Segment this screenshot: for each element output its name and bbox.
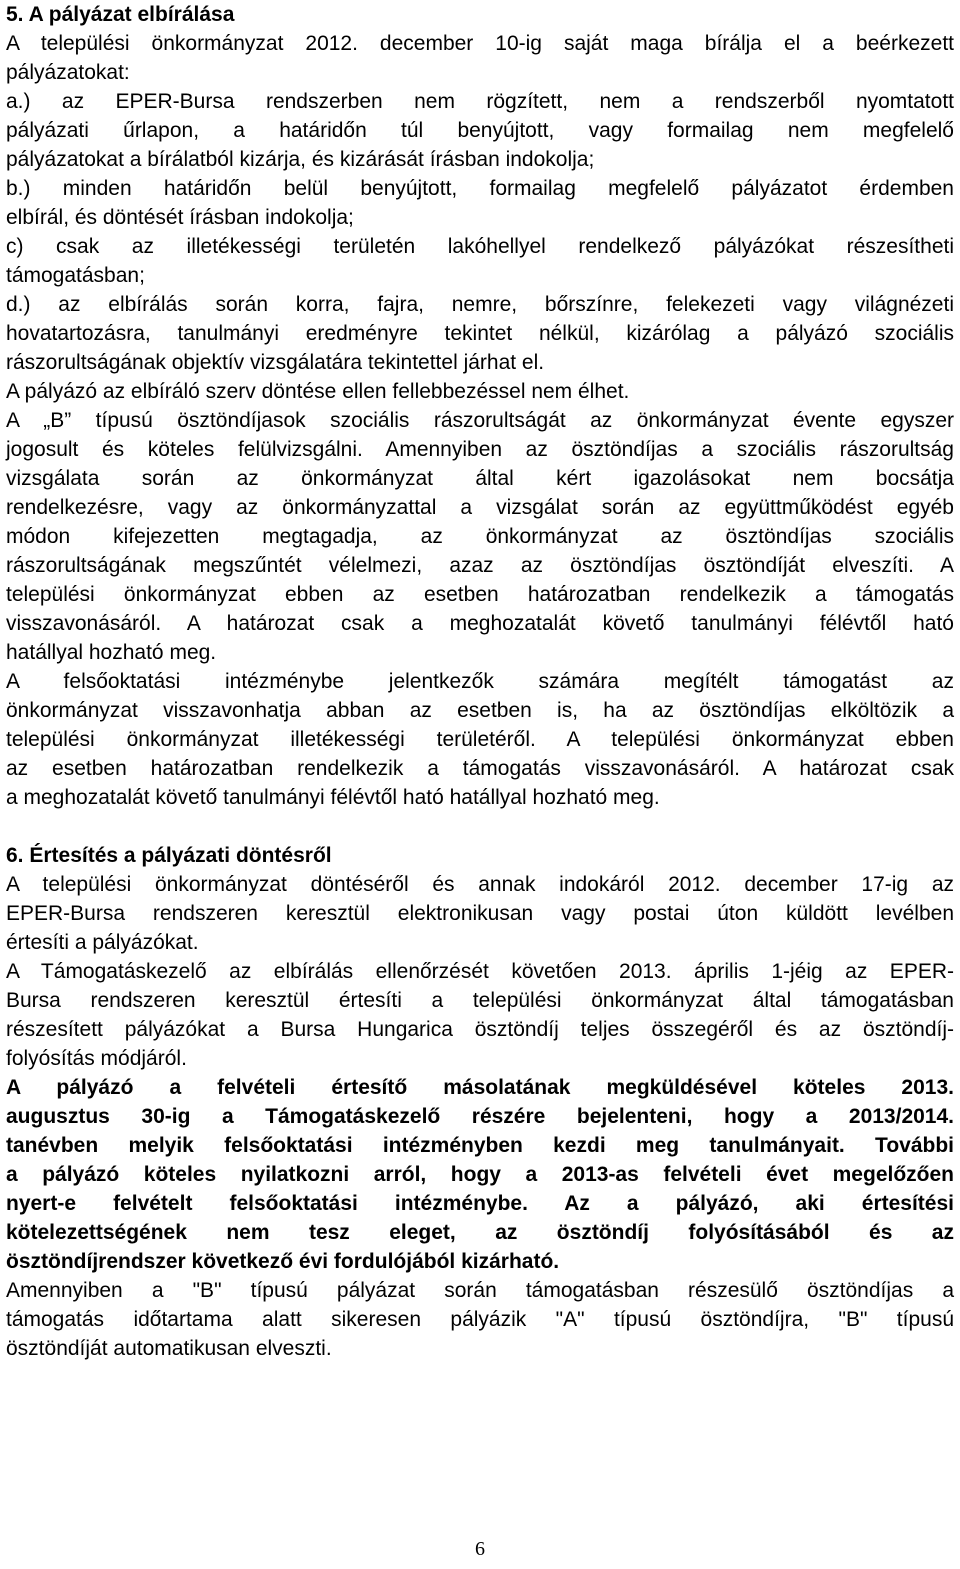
paragraph-line: rendelkezésre, vagy az önkormányzattal a vizsgálat során az együttműködést egyéb xyxy=(6,496,954,519)
paragraph-line: visszavonásáról. A határozat csak a meghozatalát követő tanulmányi félévtől ható xyxy=(6,612,954,635)
page-number: 6 xyxy=(475,1538,485,1560)
paragraph-line: A Támogatáskezelő az elbírálás ellenőrzését követően 2013. április 1-jéig az EPER- xyxy=(6,960,954,983)
paragraph-line: vizsgálata során az önkormányzat által kért igazolásokat nem bocsátja xyxy=(6,467,954,490)
bold-paragraph-line: kötelezettségének nem tesz eleget, az ösztöndíj folyósításából és az xyxy=(6,1221,954,1244)
paragraph-line: jogosult és köteles felülvizsgálni. Amennyiben az ösztöndíjas a szociális rászorultság xyxy=(6,438,954,461)
paragraph-line: értesíti a pályázókat. xyxy=(6,931,199,954)
paragraph-line: elbírál, és döntését írásban indokolja; xyxy=(6,206,354,229)
paragraph-line: rászorultságának objektív vizsgálatára tekintettel járhat el. xyxy=(6,351,545,374)
paragraph-line: önkormányzat visszavonhatja abban az esetben is, ha az ösztöndíjas elköltözik a xyxy=(6,699,954,722)
paragraph-line: részesített pályázókat a Bursa Hungarica ösztöndíj teljes összegéről és az ösztöndíj- xyxy=(6,1018,954,1041)
bold-paragraph-line: a pályázó köteles nyilatkozni arról, hogy a 2013-as felvételi évet megelőzően xyxy=(6,1163,954,1186)
paragraph-line: települési önkormányzat ebben az esetben határozatban rendelkezik a támogatás xyxy=(6,583,954,606)
bold-paragraph-line: nyert-e felvételt felsőoktatási intézménybe. Az a pályázó, aki értesítési xyxy=(6,1192,954,1215)
paragraph-line: rászorultságának megszűntét vélelmezi, azaz az ösztöndíjas ösztöndíját elveszíti. A xyxy=(6,554,954,577)
section-5-heading: 5. A pályázat elbírálása xyxy=(6,3,235,26)
section-spacer xyxy=(6,812,954,841)
bold-paragraph-line: A pályázó a felvételi értesítő másolatának megküldésével köteles 2013. xyxy=(6,1076,954,1099)
paragraph-line: c) csak az illetékességi területén lakóhellyel rendelkező pályázókat részesítheti xyxy=(6,235,954,258)
paragraph-line: A pályázó az elbíráló szerv döntése ellen fellebbezéssel nem élhet. xyxy=(6,380,630,403)
paragraph-line: EPER-Bursa rendszeren keresztül elektronikusan vagy postai úton küldött levélben xyxy=(6,902,954,925)
paragraph-line: támogatásban; xyxy=(6,264,145,287)
paragraph-line: pályázatokat a bírálatból kizárja, és kizárását írásban indokolja; xyxy=(6,148,595,171)
paragraph-line: ösztöndíját automatikusan elveszti. xyxy=(6,1337,332,1360)
bold-paragraph-line: tanévben melyik felsőoktatási intézményben kezdi meg tanulmányait. További xyxy=(6,1134,954,1157)
paragraph-line: támogatás időtartama alatt sikeresen pályázik "A" típusú ösztöndíjra, "B" típusú xyxy=(6,1308,954,1331)
paragraph-line: A „B” típusú ösztöndíjasok szociális rászorultságát az önkormányzat évente egyszer xyxy=(6,409,954,432)
paragraph-line: települési önkormányzat illetékességi területéről. A települési önkormányzat ebben xyxy=(6,728,954,751)
paragraph-line: a meghozatalát követő tanulmányi félévtől ható hatállyal hozható meg. xyxy=(6,786,660,809)
paragraph-line: Bursa rendszeren keresztül értesíti a települési önkormányzat által támogatásban xyxy=(6,989,954,1012)
paragraph-line: hatállyal hozható meg. xyxy=(6,641,217,664)
paragraph-line: d.) az elbírálás során korra, fajra, nemre, bőrszínre, felekezeti vagy világnézeti xyxy=(6,293,954,316)
bold-paragraph-line: augusztus 30-ig a Támogatáskezelő részére bejelenteni, hogy a 2013/2014. xyxy=(6,1105,954,1128)
paragraph-line: A felsőoktatási intézménybe jelentkezők számára megítélt támogatást az xyxy=(6,670,954,693)
paragraph-line: b.) minden határidőn belül benyújtott, formailag megfelelő pályázatot érdemben xyxy=(6,177,954,200)
paragraph-line: az esetben határozatban rendelkezik a támogatás visszavonásáról. A határozat csak xyxy=(6,757,954,780)
paragraph-line: folyósítás módjáról. xyxy=(6,1047,187,1070)
section-6-heading: 6. Értesítés a pályázati döntésről xyxy=(6,844,332,867)
paragraph-line: pályázati űrlapon, a határidőn túl benyújtott, vagy formailag nem megfelelő xyxy=(6,119,954,142)
paragraph-line: Amennyiben a "B" típusú pályázat során támogatásban részesülő ösztöndíjas a xyxy=(6,1279,954,1302)
document-page xyxy=(6,0,954,1363)
paragraph-line: A települési önkormányzat 2012. december 10-ig saját maga bírálja el a beérkezett xyxy=(6,32,954,55)
paragraph-line: módon kifejezetten megtagadja, az önkormányzat az ösztöndíjas szociális xyxy=(6,525,954,548)
paragraph-line: a.) az EPER-Bursa rendszerben nem rögzített, nem a rendszerből nyomtatott xyxy=(6,90,954,113)
paragraph-line: hovatartozásra, tanulmányi eredményre tekintet nélkül, kizárólag a pályázó szociális xyxy=(6,322,954,345)
paragraph-line: A települési önkormányzat döntéséről és annak indokáról 2012. december 17-ig az xyxy=(6,873,954,896)
paragraph-line: pályázatokat: xyxy=(6,61,130,84)
bold-paragraph-line: ösztöndíjrendszer következő évi fordulójából kizárható. xyxy=(6,1250,560,1273)
